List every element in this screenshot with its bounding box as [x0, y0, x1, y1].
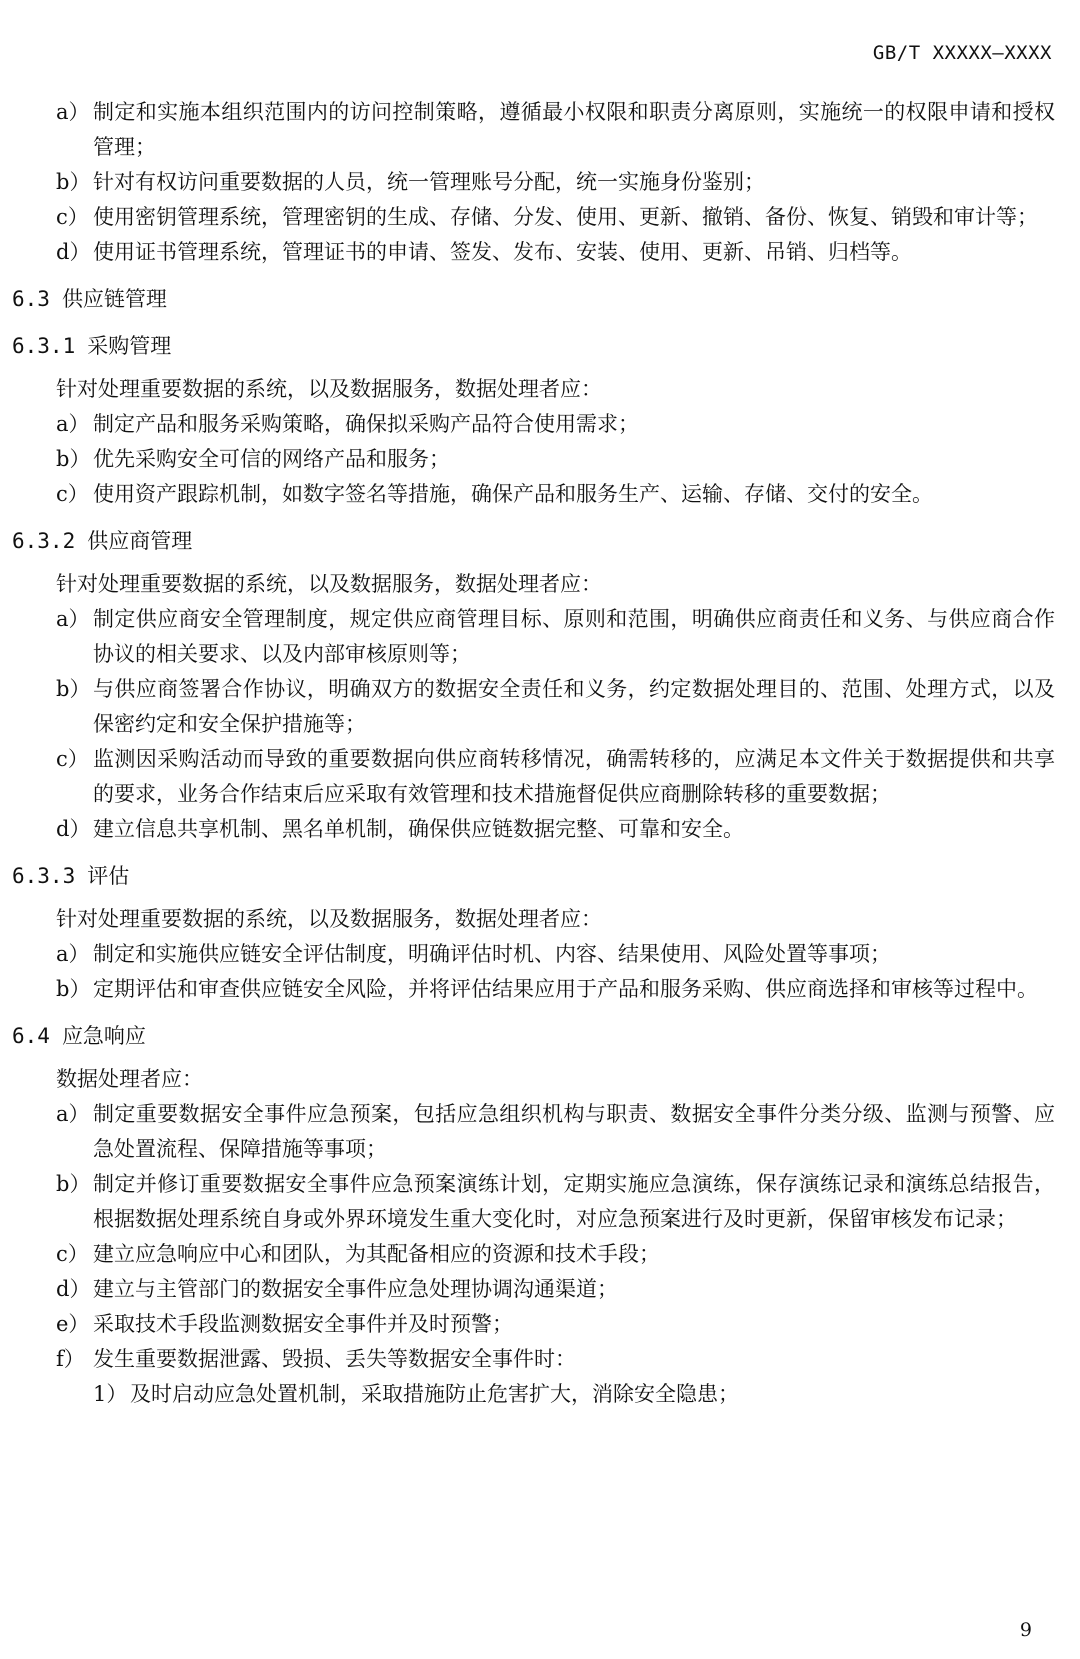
section-intro: 针对处理重要数据的系统，以及数据服务，数据处理者应：	[56, 907, 602, 931]
list-text: 监测因采购活动而导致的重要数据向供应商转移情况，确需转移的，应满足本文件关于数据提供和共享的要求，业务合作结束后应采取有效管理和技术措施督促供应商删除转移的重要数据；	[93, 747, 1055, 806]
list-text: 定期评估和审查供应链安全风险，并将评估结果应用于产品和服务采购、供应商选择和审核等过程中。	[93, 977, 1038, 1001]
sub-list-marker: 1）	[93, 1382, 128, 1406]
section-title: 评估	[87, 864, 130, 888]
list-text: 制定重要数据安全事件应急预案，包括应急组织机构与职责、数据安全事件分类分级、监测与预警、应急处置流程、保障措施等事项；	[93, 1102, 1055, 1161]
section-heading-6-3-1	[0, 329, 1080, 364]
list-item	[0, 972, 1080, 1007]
page-number: 9	[1019, 1619, 1032, 1641]
list-marker: d）	[56, 817, 91, 841]
list-item	[0, 235, 1080, 270]
list-item	[0, 812, 1080, 847]
list-marker: b）	[56, 1172, 91, 1196]
list-text: 建立信息共享机制、黑名单机制，确保供应链数据完整、可靠和安全。	[93, 817, 744, 841]
section-title: 采购管理	[87, 334, 172, 358]
list-text: 针对有权访问重要数据的人员，统一管理账号分配，统一实施身份鉴别；	[93, 170, 765, 194]
list-item	[0, 1342, 1080, 1377]
list-marker: a）	[56, 607, 90, 631]
list-marker: c）	[56, 747, 89, 771]
list-text: 发生重要数据泄露、毁损、丢失等数据安全事件时：	[93, 1347, 576, 1371]
list-text: 优先采购安全可信的网络产品和服务；	[93, 447, 450, 471]
list-marker: a）	[56, 100, 90, 124]
section-title: 供应链管理	[61, 287, 167, 311]
list-item	[0, 742, 1080, 812]
list-item	[0, 672, 1080, 742]
section-number: 6.3.1	[12, 334, 76, 358]
list-marker: b）	[56, 677, 91, 701]
list-text: 与供应商签署合作协议，明确双方的数据安全责任和义务，约定数据处理目的、范围、处理方式，以及保密约定和安全保护措施等；	[93, 677, 1055, 736]
section-intro: 针对处理重要数据的系统，以及数据服务，数据处理者应：	[56, 377, 602, 401]
list-item	[0, 1272, 1080, 1307]
list-item	[0, 1307, 1080, 1342]
sub-list-text: 及时启动应急处置机制，采取措施防止危害扩大，消除安全隐患；	[130, 1382, 739, 1406]
list-text: 使用密钥管理系统，管理密钥的生成、存储、分发、使用、更新、撤销、备份、恢复、销毁和审计等；	[93, 205, 1038, 229]
list-text: 制定产品和服务采购策略，确保拟采购产品符合使用需求；	[93, 412, 639, 436]
list-item	[0, 95, 1080, 165]
list-marker: a）	[56, 1102, 90, 1126]
list-text: 采取技术手段监测数据安全事件并及时预警；	[93, 1312, 513, 1336]
section-heading-6-3-3	[0, 859, 1080, 894]
list-marker: e）	[56, 1312, 90, 1336]
list-item	[0, 165, 1080, 200]
list-item	[0, 442, 1080, 477]
document-body	[0, 95, 1080, 1412]
list-text: 制定并修订重要数据安全事件应急预案演练计划，定期实施应急演练，保存演练记录和演练总结报告，根据数据处理系统自身或外界环境发生重大变化时，对应急预案进行及时更新，保留审核发布记录；	[93, 1172, 1055, 1231]
section-heading-6-4	[0, 1019, 1080, 1054]
list-marker: b）	[56, 170, 91, 194]
list-marker: b）	[56, 977, 91, 1001]
sub-list-item	[0, 1377, 1080, 1412]
list-item	[0, 1167, 1080, 1237]
list-marker: c）	[56, 1242, 89, 1266]
list-item	[0, 1097, 1080, 1167]
list-marker: c）	[56, 482, 89, 506]
section-intro: 针对处理重要数据的系统，以及数据服务，数据处理者应：	[56, 572, 602, 596]
section-number: 6.4	[12, 1024, 50, 1048]
list-marker: d）	[56, 1277, 91, 1301]
section-number: 6.3.3	[12, 864, 76, 888]
list-marker: b）	[56, 447, 91, 471]
list-marker: a）	[56, 412, 90, 436]
section-number: 6.3	[12, 287, 50, 311]
list-text: 建立应急响应中心和团队，为其配备相应的资源和技术手段；	[93, 1242, 660, 1266]
list-item	[0, 937, 1080, 972]
section-intro: 数据处理者应：	[56, 1067, 203, 1091]
list-item	[0, 200, 1080, 235]
section-title: 供应商管理	[87, 529, 193, 553]
list-item	[0, 1237, 1080, 1272]
section-heading-6-3-2	[0, 524, 1080, 559]
section-title: 应急响应	[61, 1024, 146, 1048]
section-number: 6.3.2	[12, 529, 76, 553]
list-text: 使用资产跟踪机制，如数字签名等措施，确保产品和服务生产、运输、存储、交付的安全。	[93, 482, 933, 506]
section-heading-6-3	[0, 282, 1080, 317]
list-text: 建立与主管部门的数据安全事件应急处理协调沟通渠道；	[93, 1277, 618, 1301]
list-text: 使用证书管理系统，管理证书的申请、签发、发布、安装、使用、更新、吊销、归档等。	[93, 240, 912, 264]
list-marker: f）	[56, 1347, 85, 1371]
list-item	[0, 602, 1080, 672]
list-text: 制定和实施本组织范围内的访问控制策略，遵循最小权限和职责分离原则，实施统一的权限申请和授权管理；	[93, 100, 1055, 159]
list-text: 制定和实施供应链安全评估制度，明确评估时机、内容、结果使用、风险处置等事项；	[93, 942, 891, 966]
list-marker: d）	[56, 240, 91, 264]
list-marker: a）	[56, 942, 90, 966]
list-marker: c）	[56, 205, 89, 229]
document-code-header: GB/T XXXXX—XXXX	[872, 42, 1052, 64]
list-item	[0, 477, 1080, 512]
list-text: 制定供应商安全管理制度，规定供应商管理目标、原则和范围，明确供应商责任和义务、与供应商合作协议的相关要求、以及内部审核原则等；	[93, 607, 1055, 666]
list-item	[0, 407, 1080, 442]
